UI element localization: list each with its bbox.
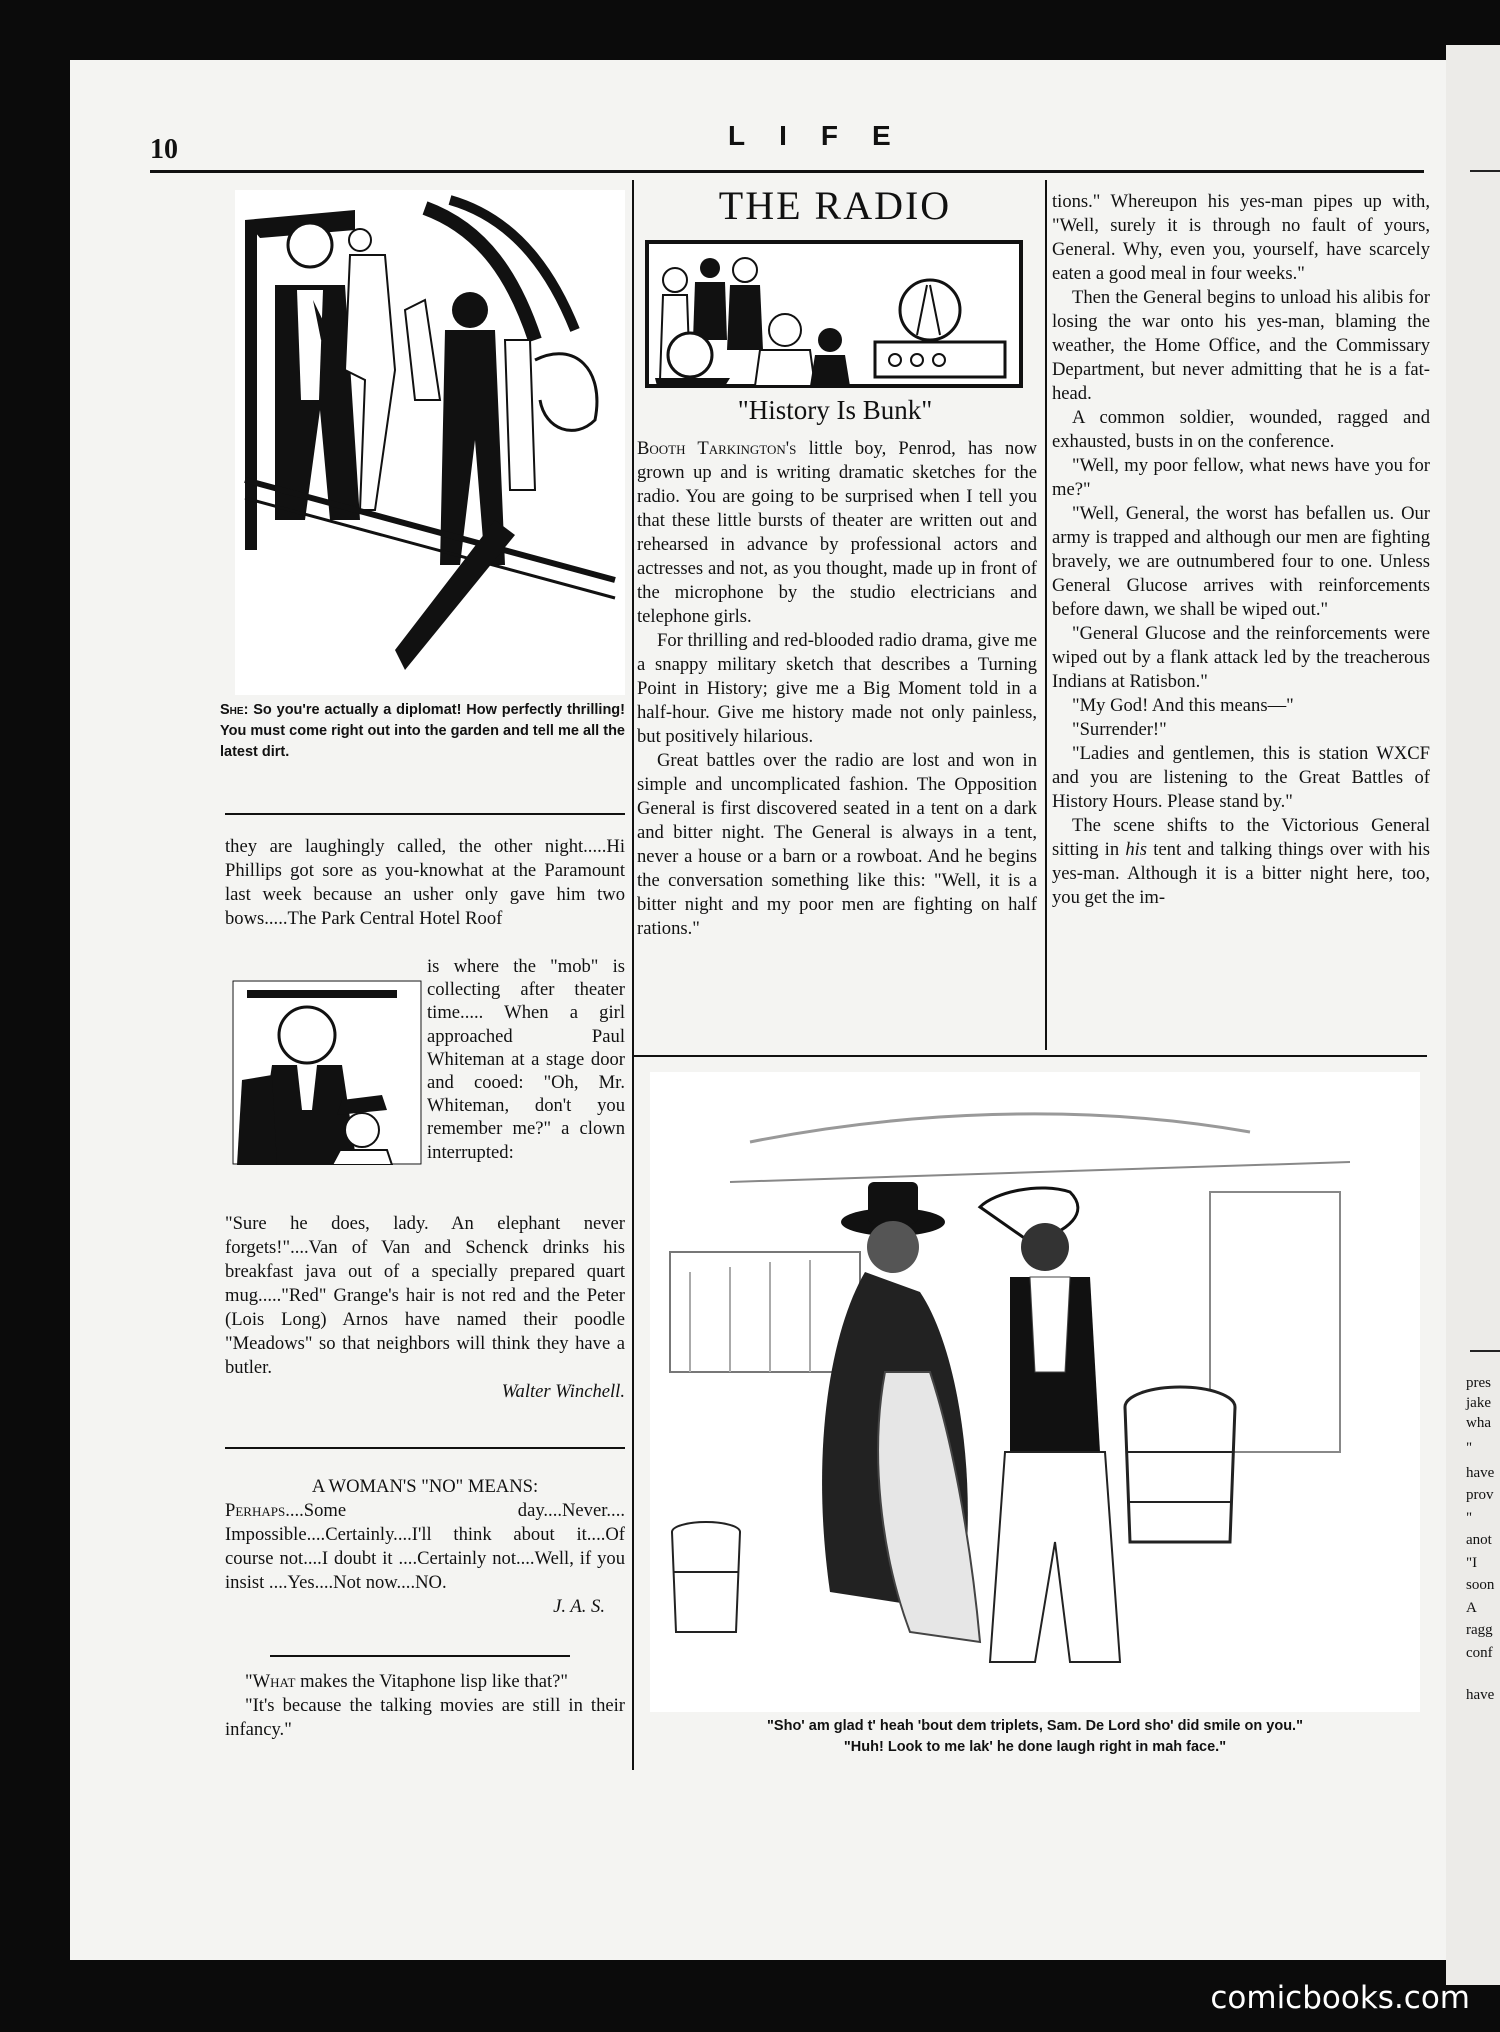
next-page-fragment: anot [1466, 1532, 1492, 1548]
diplomat-cartoon [235, 190, 625, 695]
vitaphone-answer: "It's because the talking movies are still in their infancy." [225, 1695, 625, 1740]
section-rule [632, 1055, 1427, 1057]
winchell-para-top [225, 835, 625, 931]
winchell-para-wrap [427, 955, 625, 1164]
radio-paragraph: tions." Whereupon his yes-man pipes up with, "Well, surely it is through no fault of yours, General. Why, even you, yourself, have scarcely eaten a good meal in four weeks." [1052, 191, 1430, 284]
radio-paragraph: Great battles over the radio are lost and won in simple and uncomplicated fashion. The Opposition General is first discovered seated in a tent on a dark and bitter night. The General is always in a tent, never a house or a barn or a rowboat. And he begins the conversation something like this: "Well, it is a bitter night and my poor men are fighting on half rations." [637, 750, 1037, 939]
magazine-title: LIFE [728, 120, 925, 151]
caption-line: "Sho' am glad t' heah 'bout dem triplets, Sam. De Lord sho' did smile on you." [767, 1718, 1303, 1734]
radio-illustration [645, 240, 1023, 388]
radio-paragraph: little boy, Penrod, has now grown up and is writing dramatic sketches for the radio. You are going to be surprised when I tell you that these little bursts of theater are written out and rehearsed in advance by professional actors and actresses and not, as you thought, made up in front of the microphone by the studio electricians and telephone girls. [637, 438, 1038, 627]
radio-text: tent and talking things over with his yes-man. Although it is a bitter night here, too, you get the im- [1052, 839, 1430, 908]
woman-no-text: ....Some day....Never.... Impossible....Certainly....I'll think about it....Of course not....I doubt it ....Certainly not....Well, if you insist ....Yes....Not now....NO. [225, 1500, 625, 1593]
next-page-rule [1470, 1350, 1500, 1352]
woman-no-piece [225, 1475, 625, 1619]
radio-paragraph: A common soldier, wounded, ragged and exhausted, busts in on the conference. [1052, 407, 1430, 452]
watermark-text: comicbooks.com [1210, 1980, 1470, 2016]
radio-paragraph: "Well, my poor fellow, what news have you for me?" [1052, 455, 1430, 500]
header-rule [150, 170, 1424, 173]
caption-text: : So you're actually a diplomat! How perfectly thrilling! You must come right out into the garden and tell me all the latest dirt. [220, 702, 625, 760]
next-page-fragment: " [1466, 1440, 1473, 1456]
radio-paragraph: Then the General begins to unload his alibis for losing the war onto his yes-man, blaming the weather, the Home Office, and the Commissary Department, but never admitting that he is a fat-head. [1052, 287, 1430, 404]
triplets-caption [650, 1716, 1420, 1758]
vitaphone-joke: "What makes the Vitaphone lisp like that?" "It's because the talking movies are still in their infancy." [225, 1671, 625, 1740]
next-page-fragment: wha [1466, 1415, 1491, 1431]
radio-text: The scene shifts to the Victorious General sitting in [1052, 815, 1430, 860]
woman-no-title: A WOMAN'S "NO" MEANS: [311, 1476, 539, 1497]
woman-no-lead: Perhaps [225, 1500, 286, 1521]
radio-emphasis: his [1125, 839, 1148, 860]
radio-column-2 [1052, 190, 1430, 910]
next-page-fragment: soon [1466, 1577, 1495, 1593]
woman-no-signature: J. A. S. [553, 1596, 605, 1617]
radio-paragraph: "Surrender!" [1072, 719, 1167, 740]
next-page-fragment: conf [1466, 1645, 1493, 1661]
winchell-paragraph: "Sure he does, lady. An elephant never forgets!"....Van of Van and Schenck drinks his breakfast java out of a specially prepared quart mug....."Red" Grange's hair is not red and the Peter (Lois Long) Arnos have named their poodle "Meadows" so that neighbors will think they have a butler. [225, 1213, 625, 1378]
radio-paragraph: For thrilling and red-blooded radio drama, give me a snappy military sketch that describes a Turning Point in History; give me a Big Moment told in a half-hour. Give me history made not only painless, but positively hilarious. [637, 630, 1037, 747]
page-number: 10 [150, 134, 178, 165]
caption-line: "Huh! Look to me lak' he done laugh right in mah face." [843, 1739, 1227, 1755]
next-page-fragment: have [1466, 1687, 1495, 1703]
winchell-para-bottom [225, 1212, 625, 1404]
next-page-fragment: " [1466, 1510, 1473, 1526]
next-page-fragment: A [1466, 1600, 1477, 1616]
caption-speaker: She [220, 702, 244, 718]
radio-paragraph: "General Glucose and the reinforcements were wiped out by a flank attack led by the treacherous Indians at Ratisbon." [1052, 623, 1430, 692]
diplomat-caption [220, 700, 625, 763]
next-page-fragment: ragg [1466, 1622, 1493, 1638]
next-page-fragment: pres [1466, 1375, 1491, 1391]
column-rule [1045, 180, 1047, 1050]
winchell-paragraph: they are laughingly called, the other night.....Hi Phillips got sore as you-knowhat at the Paramount last week because an usher only gave him two bows.....The Park Central Hotel Roof [225, 836, 625, 929]
whiteman-cartoon [232, 980, 422, 1165]
next-page-edge [1446, 45, 1500, 1985]
next-page-fragment: prov [1466, 1487, 1494, 1503]
radio-paragraph: "My God! And this means—" [1072, 695, 1294, 716]
column-rule [632, 180, 634, 1770]
radio-lead: Booth Tarkington's [637, 438, 797, 459]
winchell-signature: Walter Winchell. [501, 1381, 625, 1402]
vitaphone-question: makes the Vitaphone lisp like that?" [295, 1671, 568, 1692]
section-rule [225, 1447, 625, 1449]
next-page-fragment: "I [1466, 1555, 1478, 1571]
radio-paragraph: "Well, General, the worst has befallen us. Our army is trapped and although our men are fighting bravely, we are outnumbered four to one. Unless General Glucose arrives with reinforcements before dawn, we shall be wiped out." [1052, 503, 1430, 620]
next-page-fragment: jake [1466, 1395, 1491, 1411]
vitaphone-lead: What [252, 1671, 296, 1692]
radio-column-1 [637, 437, 1037, 941]
winchell-paragraph: is where the "mob" is collecting after theater time..... When a girl approached Paul Whiteman at a stage door and cooed: "Oh, Mr. Whiteman, don't you remember me?" a clown interrupted: [427, 956, 625, 1163]
radio-paragraph: "Ladies and gentlemen, this is station WXCF and you are listening to the Great Battles of History Hours. Please stand by." [1052, 743, 1430, 812]
section-rule [270, 1655, 570, 1657]
next-page-rule [1470, 170, 1500, 172]
section-rule [225, 813, 625, 815]
article-title: "History Is Bunk" [737, 395, 933, 425]
next-page-fragment: have [1466, 1465, 1495, 1481]
section-title: THE RADIO [718, 183, 952, 228]
triplets-cartoon [650, 1072, 1420, 1712]
